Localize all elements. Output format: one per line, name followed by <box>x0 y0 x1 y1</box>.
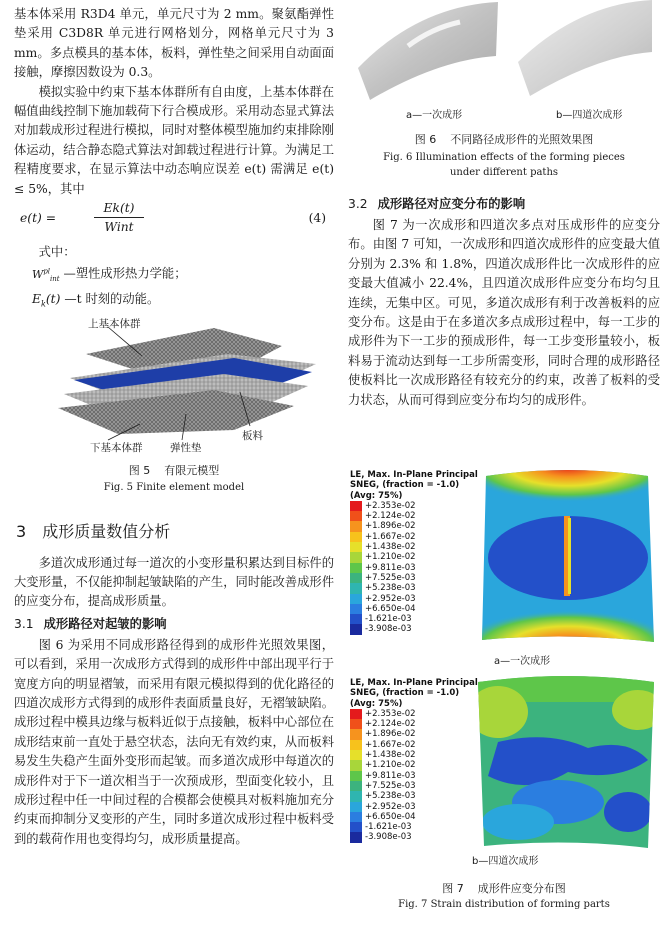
four-pass-piece-image <box>518 0 652 96</box>
legend-swatch <box>350 812 362 822</box>
equation-numerator: Ek(t) <box>103 201 135 216</box>
legend-title-2: SNEG, (fraction = -1.0) <box>350 480 460 491</box>
legend-swatch <box>350 709 362 719</box>
legend-row <box>350 822 478 832</box>
figure-6 <box>348 0 660 125</box>
legend-value: +7.525e-03 <box>365 572 416 583</box>
legend-swatch <box>350 542 362 552</box>
legend-swatch <box>350 552 362 562</box>
section-3-2-number: 3.2 <box>348 197 368 211</box>
legend-row <box>350 760 478 770</box>
legend-title-3b: (Avg: 75%) <box>350 698 403 709</box>
legend-value: +6.650e-04 <box>365 811 416 822</box>
figure-5-caption <box>14 462 334 478</box>
section-3-heading <box>16 519 334 542</box>
right-column <box>348 0 660 910</box>
where-label: 式中： <box>38 245 76 260</box>
figure-6-title: 不同路径成形件的光照效果图 <box>450 133 594 146</box>
section-3-1-number: 3.1 <box>14 616 34 631</box>
label-sheet-metal: 板料 <box>242 429 263 442</box>
paragraph-element-setup: 基本体采用 R3D4 单元，单元尺寸为 2 mm。聚氨酯弹性垫采用 C3D8R 单元进行网格划分，网格单元尺寸为 3 mm。多点模具的基本体，板料，弹性垫之间采用自动面面接触，摩擦因数设为 0.3。 <box>14 7 334 80</box>
legend-value: +7.525e-03 <box>365 780 416 791</box>
one-pass-piece-image <box>358 2 498 100</box>
legend-swatch <box>350 624 362 634</box>
legend-title-1: LE, Max. In-Plane Principal <box>350 470 478 480</box>
legend-swatch <box>350 832 362 842</box>
legend-row <box>350 563 478 573</box>
legend-swatch <box>350 614 362 624</box>
legend-swatch <box>350 511 362 521</box>
legend-value: +1.667e-02 <box>365 531 416 542</box>
label-upper-die-group: 上基本体群 <box>88 317 141 330</box>
illumination-images <box>348 0 660 104</box>
figure-5-caption-en: Fig. 5 Finite element model <box>103 481 245 493</box>
legend-swatch <box>350 760 362 770</box>
figure-6-number: 图 6 <box>414 133 437 146</box>
legend-value: +2.124e-02 <box>365 719 416 730</box>
equation-lhs: e(t) = <box>20 211 57 226</box>
paragraph-simulation: 模拟实验中约束下基本体群所有自由度，上基本体群在幅值曲线控制下施加载荷下行合模成形。采用动态显式算法对加载成形过程进行模拟，同时对整体模型施加约束排除刚体运动，结合静态隐式算法对卸载过程进行计算。为满足工程精度要求，在显示算法中动态响应误差 e(t) 需满足 e(t) ≤ 5%，其中 <box>14 84 334 196</box>
legend-swatch <box>350 791 362 801</box>
figure-7a-label: a—一次成形 <box>494 656 551 667</box>
legend-rows-one-pass <box>350 501 478 635</box>
label-elastic-pad: 弹性垫 <box>170 441 202 454</box>
figure-5 <box>14 316 334 454</box>
paragraph-multi-pass-intro: 多道次成形通过每一道次的小变形量积累达到目标件的大变形量，不仅能抑制起皱缺陷的产生，同时能改善成形件的应变分布，提高成形质量。 <box>14 555 334 609</box>
legend-swatch <box>350 594 362 604</box>
legend-value: +2.124e-02 <box>365 511 416 522</box>
figure-6-caption-en-1: Fig. 6 Illumination effects of the forming pieces <box>383 152 625 163</box>
legend-row <box>350 740 478 750</box>
legend-row <box>350 521 478 531</box>
legend-value: -3.908e-03 <box>365 832 412 843</box>
left-column <box>14 0 334 849</box>
definition-plastic-energy-text: —塑性成形热力学能； <box>63 267 187 282</box>
legend-value: +5.238e-03 <box>365 791 416 802</box>
figure-7b-label: b—四道次成形 <box>472 856 539 867</box>
legend-row <box>350 614 478 624</box>
legend-title-2b: SNEG, (fraction = -1.0) <box>350 688 460 699</box>
legend-row <box>350 709 478 719</box>
legend-four-pass <box>350 678 478 843</box>
legend-one-pass <box>350 470 478 635</box>
figure-6-caption-en-2: under different paths <box>449 167 559 178</box>
legend-value: +2.353e-02 <box>365 708 416 719</box>
legend-row <box>350 511 478 521</box>
legend-row <box>350 542 478 552</box>
legend-value: +2.952e-03 <box>365 801 416 812</box>
legend-swatch <box>350 604 362 614</box>
figure-7-caption <box>348 880 660 896</box>
section-3-number: 3 <box>16 521 27 541</box>
legend-swatch <box>350 583 362 593</box>
equation-denominator: Wint <box>104 220 134 235</box>
definition-plastic-energy: $W^{pl}_{int}$ —塑性成形热力学能； <box>32 267 187 284</box>
definition-kinetic-energy-text: —t 时刻的动能。 <box>64 291 160 306</box>
legend-value: +5.238e-03 <box>365 583 416 594</box>
legend-value: -1.621e-03 <box>365 614 412 625</box>
legend-row <box>350 604 478 614</box>
section-3-2-title: 成形路径对应变分布的影响 <box>377 197 526 211</box>
legend-value: +1.438e-02 <box>365 750 416 761</box>
legend-swatch <box>350 750 362 760</box>
legend-value: +1.210e-02 <box>365 552 416 563</box>
paragraph-strain-distribution: 图 7 为一次成形和四道次多点对压成形件的应变分布。由图 7 可知，一次成形和四道次成形件的应变最大值分别为 2.3% 和 1.8%，四道次成形件比一次成形件的应变最大值减小 22.4%，且四道次成形件应变分布均匀且连续，无集中区。可见，多道次成形有利于改善板料的应变分布。这是由于在多道次多点成形过程中，每一工步的成形件为下一工步的预成形件，每一工步变形量较小，板料易于流动达到每一工步所需变形，同时合理的成形路径使板料比一次成形路径有较充分的约束，改善了板料的受力状态，从而可得到应变分布均匀的成形件。 <box>348 218 660 407</box>
legend-value: +1.667e-02 <box>365 739 416 750</box>
legend-swatch <box>350 781 362 791</box>
figure-6a-label: a—一次成形 <box>406 110 463 121</box>
figure-6b-label: b—四道次成形 <box>556 110 623 121</box>
legend-swatch <box>350 501 362 511</box>
legend-row <box>350 532 478 542</box>
figure-7-title: 成形件应变分布图 <box>477 882 566 895</box>
legend-row <box>350 729 478 739</box>
legend-row <box>350 624 478 634</box>
legend-row <box>350 594 478 604</box>
legend-row <box>350 573 478 583</box>
legend-swatch <box>350 802 362 812</box>
figure-6-caption <box>348 131 660 147</box>
legend-row <box>350 791 478 801</box>
paragraph-wrinkling: 图 6 为采用不同成形路径得到的成形件光照效果图，可以看到，采用一次成形方式得到的成形件中部出现平行于宽度方向的明显褶皱，而采用有限元模拟得到的优化路径的四道次成形方式得到的成形件表面质量良好，无褶皱缺陷。成形过程中模具边缘与板料近似于点接触，板料中心部位在成形结束前一直处于悬空状态，法向无有效约束，从而板料易发生失稳产生面外变形而起皱。而多道次成形中每道次的成形件对于下一道次相当于一次预成形，型面变化较小，且成形过程中任一中间过程的合模都会使模具对板料施加充分约束而抑制分叉变形的产生，同时多道次成形过程中板料受到的载荷作用也变得均匀，成形质量提高。 <box>14 637 334 846</box>
legend-value: +2.353e-02 <box>365 500 416 511</box>
legend-title-3: (Avg: 75%) <box>350 490 403 501</box>
equation-4 <box>14 199 334 243</box>
figure-7-number: 图 7 <box>442 882 464 895</box>
legend-value: +1.210e-02 <box>365 760 416 771</box>
legend-swatch <box>350 532 362 542</box>
legend-swatch <box>350 822 362 832</box>
legend-swatch <box>350 563 362 573</box>
legend-row <box>350 771 478 781</box>
finite-element-model-image <box>14 316 334 454</box>
legend-row <box>350 552 478 562</box>
legend-swatch <box>350 719 362 729</box>
legend-row <box>350 719 478 729</box>
legend-value: +9.811e-03 <box>365 562 416 573</box>
figure-5-title: 有限元模型 <box>164 463 220 477</box>
legend-row <box>350 750 478 760</box>
equation-fraction <box>94 201 144 234</box>
section-3-1-title: 成形路径对起皱的影响 <box>43 616 167 631</box>
legend-title-1b: LE, Max. In-Plane Principal <box>350 678 478 688</box>
legend-rows-four-pass <box>350 709 478 843</box>
legend-value: +2.952e-03 <box>365 593 416 604</box>
legend-swatch <box>350 771 362 781</box>
legend-row <box>350 802 478 812</box>
legend-swatch <box>350 521 362 531</box>
legend-value: +9.811e-03 <box>365 770 416 781</box>
label-lower-die-group: 下基本体群 <box>90 441 143 454</box>
legend-value: -1.621e-03 <box>365 822 412 833</box>
legend-swatch <box>350 729 362 739</box>
section-3-2-heading <box>348 194 660 212</box>
legend-row <box>350 501 478 511</box>
figure-7-caption-en: Fig. 7 Strain distribution of forming parts <box>398 899 610 910</box>
legend-row <box>350 781 478 791</box>
legend-value: +1.438e-02 <box>365 542 416 553</box>
legend-value: +1.896e-02 <box>365 521 416 532</box>
legend-value: +1.896e-02 <box>365 729 416 740</box>
section-3-title: 成形质量数值分析 <box>42 521 171 541</box>
legend-value: -3.908e-03 <box>365 624 412 635</box>
definition-kinetic-energy: $E_k(t)$ —t 时刻的动能。 <box>32 291 160 309</box>
legend-row <box>350 583 478 593</box>
figure-7 <box>348 466 660 878</box>
equation-number: (4) <box>308 211 326 226</box>
section-3-1-heading <box>14 614 334 632</box>
legend-row <box>350 832 478 842</box>
legend-swatch <box>350 740 362 750</box>
legend-value: +6.650e-04 <box>365 603 416 614</box>
legend-swatch <box>350 573 362 583</box>
figure-5-number: 图 5 <box>128 463 151 477</box>
legend-row <box>350 812 478 822</box>
